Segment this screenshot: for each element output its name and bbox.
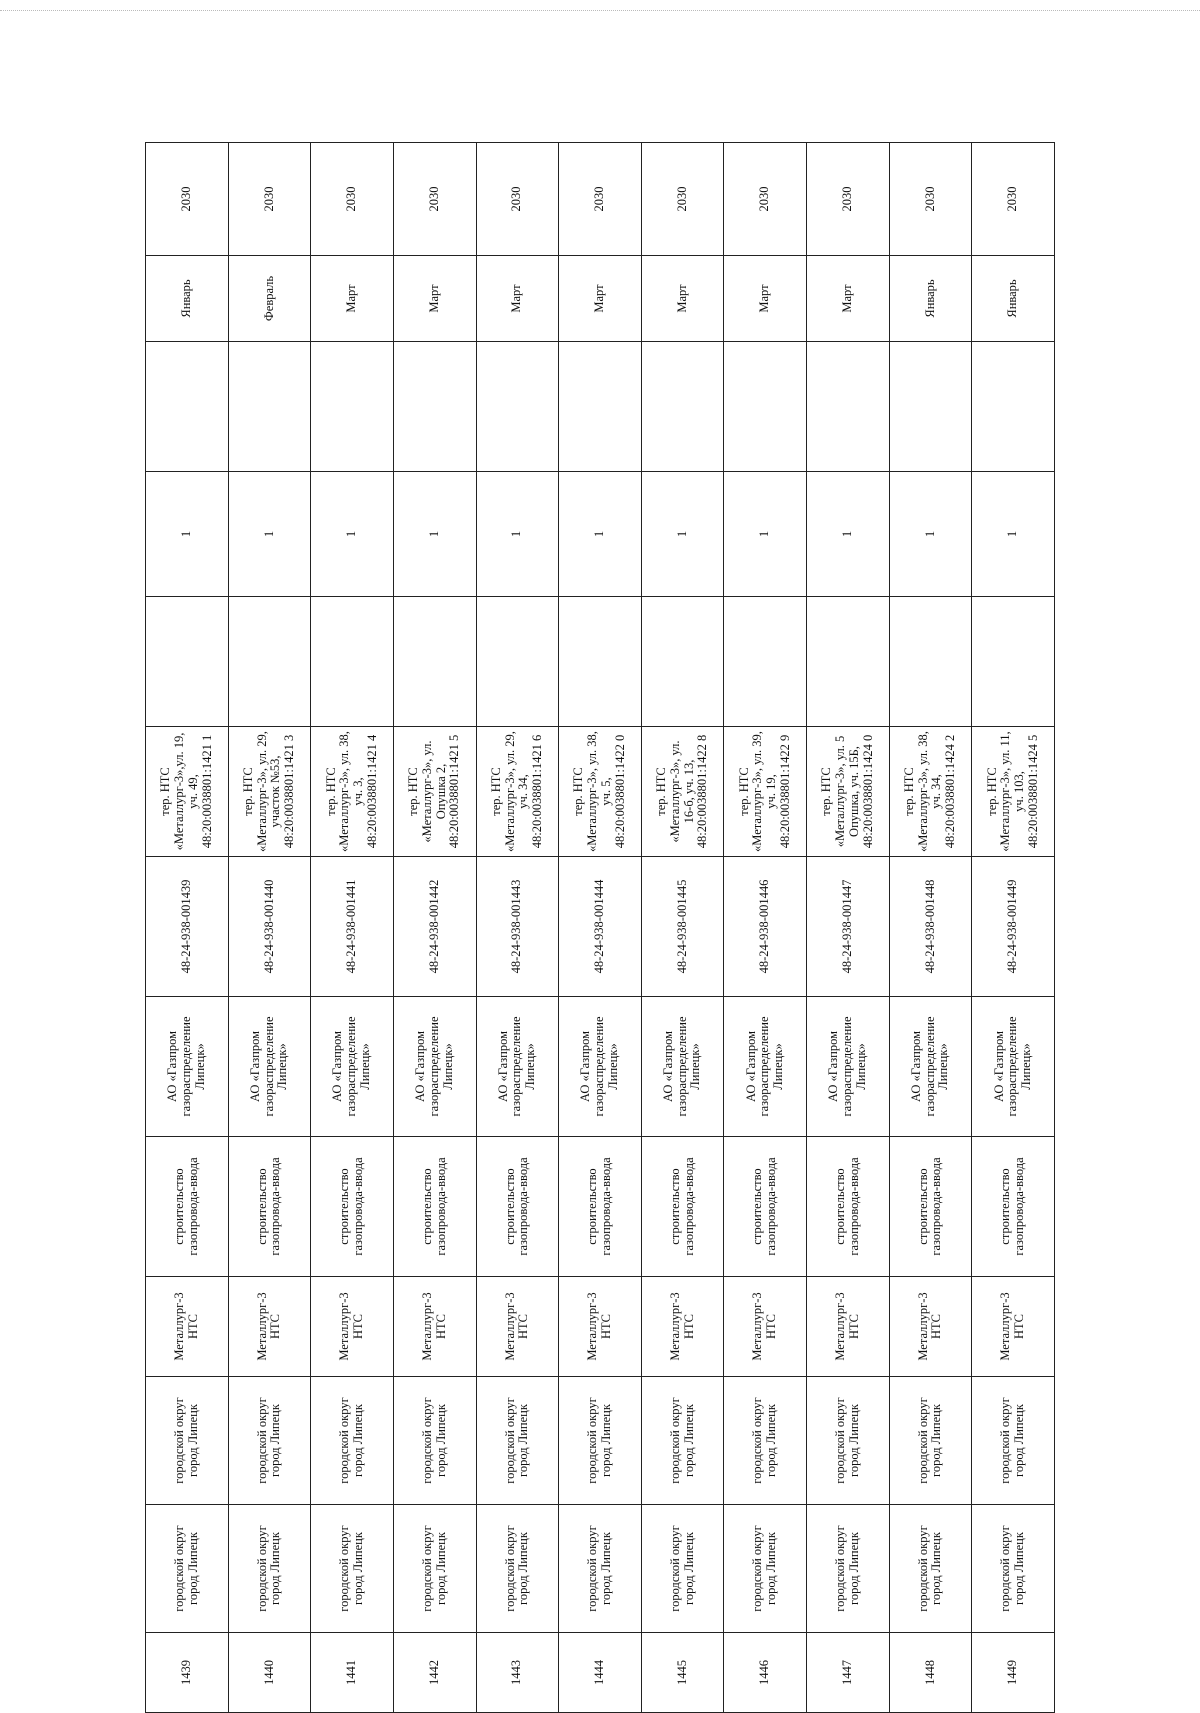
- blank-cell: [311, 597, 394, 727]
- address-cell: тер. НТС «Металлург-3», ул. 16-б, уч. 13, 48:20:0038801:1422 8: [641, 727, 724, 857]
- blank-cell: [228, 597, 311, 727]
- year-cell: 2030: [972, 143, 1055, 256]
- settlement-cell: Металлург-3 НТС: [311, 1277, 394, 1377]
- table-row: [807, 143, 890, 1713]
- settlement-cell: Металлург-3 НТС: [641, 1277, 724, 1377]
- organization-cell: АО «Газпром газораспределение Липецк»: [559, 997, 642, 1137]
- table-row: [559, 143, 642, 1713]
- blank-cell: [146, 597, 229, 727]
- row-number-cell: 1445: [641, 1633, 724, 1713]
- district-cell: городской округ город Липецк: [724, 1505, 807, 1633]
- organization-cell: АО «Газпром газораспределение Липецк»: [146, 997, 229, 1137]
- organization-cell: АО «Газпром газораспределение Липецк»: [641, 997, 724, 1137]
- row-number-cell: 1443: [476, 1633, 559, 1713]
- settlement-cell: Металлург-3 НТС: [807, 1277, 890, 1377]
- district-cell: городской округ город Липецк: [641, 1505, 724, 1633]
- locality-cell: городской округ город Липецк: [393, 1377, 476, 1505]
- address-cell: тер. НТС «Металлург-3», ул. 29, участок №53, 48:20:0038801:1421 3: [228, 727, 311, 857]
- organization-cell: АО «Газпром газораспределение Липецк»: [228, 997, 311, 1137]
- blank-cell: [807, 597, 890, 727]
- district-cell: городской округ город Липецк: [559, 1505, 642, 1633]
- month-cell: Февраль: [228, 256, 311, 342]
- year-cell: 2030: [393, 143, 476, 256]
- work-type-cell: строительство газопровода-ввода: [311, 1137, 394, 1277]
- year-cell: 2030: [559, 143, 642, 256]
- address-cell: тер. НТС «Металлург-3», ул. 38, уч. 3, 48:20:0038801:1421 4: [311, 727, 394, 857]
- blank-cell: [641, 342, 724, 472]
- table-row: [641, 143, 724, 1713]
- table-body: [146, 143, 1055, 1713]
- application-code-cell: 48-24-938-001444: [559, 857, 642, 997]
- blank-cell: [889, 597, 972, 727]
- organization-cell: АО «Газпром газораспределение Липецк»: [476, 997, 559, 1137]
- count-cell: 1: [641, 472, 724, 597]
- month-cell: Март: [807, 256, 890, 342]
- count-cell: 1: [393, 472, 476, 597]
- address-cell: тер. НТС «Металлург-3», ул. 29, уч. 34, 48:20:0038801:1421 6: [476, 727, 559, 857]
- blank-cell: [146, 342, 229, 472]
- district-cell: городской округ город Липецк: [393, 1505, 476, 1633]
- blank-cell: [311, 342, 394, 472]
- table-row: [146, 143, 229, 1713]
- district-cell: городской округ город Липецк: [807, 1505, 890, 1633]
- row-number-cell: 1440: [228, 1633, 311, 1713]
- work-type-cell: строительство газопровода-ввода: [641, 1137, 724, 1277]
- month-cell: Март: [476, 256, 559, 342]
- blank-cell: [972, 597, 1055, 727]
- gasification-schedule-table: [145, 142, 1055, 1713]
- district-cell: городской округ город Липецк: [889, 1505, 972, 1633]
- table-row: [228, 143, 311, 1713]
- address-cell: тер. НТС «Металлург-3», ул. 38, уч. 34, 48:20:0038801:1424 2: [889, 727, 972, 857]
- count-cell: 1: [476, 472, 559, 597]
- year-cell: 2030: [146, 143, 229, 256]
- table-row: [311, 143, 394, 1713]
- district-cell: городской округ город Липецк: [146, 1505, 229, 1633]
- count-cell: 1: [311, 472, 394, 597]
- blank-cell: [393, 342, 476, 472]
- count-cell: 1: [889, 472, 972, 597]
- row-number-cell: 1444: [559, 1633, 642, 1713]
- table-row: [724, 143, 807, 1713]
- blank-cell: [476, 342, 559, 472]
- blank-cell: [807, 342, 890, 472]
- work-type-cell: строительство газопровода-ввода: [724, 1137, 807, 1277]
- table-row: [476, 143, 559, 1713]
- organization-cell: АО «Газпром газораспределение Липецк»: [311, 997, 394, 1137]
- year-cell: 2030: [889, 143, 972, 256]
- organization-cell: АО «Газпром газораспределение Липецк»: [889, 997, 972, 1137]
- count-cell: 1: [146, 472, 229, 597]
- work-type-cell: строительство газопровода-ввода: [972, 1137, 1055, 1277]
- application-code-cell: 48-24-938-001449: [972, 857, 1055, 997]
- settlement-cell: Металлург-3 НТС: [393, 1277, 476, 1377]
- blank-cell: [724, 597, 807, 727]
- table-row: [972, 143, 1055, 1713]
- district-cell: городской округ город Липецк: [311, 1505, 394, 1633]
- application-code-cell: 48-24-938-001440: [228, 857, 311, 997]
- month-cell: Март: [393, 256, 476, 342]
- settlement-cell: Металлург-3 НТС: [476, 1277, 559, 1377]
- work-type-cell: строительство газопровода-ввода: [807, 1137, 890, 1277]
- year-cell: 2030: [724, 143, 807, 256]
- district-cell: городской округ город Липецк: [228, 1505, 311, 1633]
- address-cell: тер. НТС «Металлург-3», ул. 5 Опушка, уч. 15Б, 48:20:0038801:1424 0: [807, 727, 890, 857]
- month-cell: Март: [559, 256, 642, 342]
- month-cell: Март: [724, 256, 807, 342]
- count-cell: 1: [807, 472, 890, 597]
- row-number-cell: 1449: [972, 1633, 1055, 1713]
- locality-cell: городской округ город Липецк: [807, 1377, 890, 1505]
- application-code-cell: 48-24-938-001448: [889, 857, 972, 997]
- application-code-cell: 48-24-938-001445: [641, 857, 724, 997]
- table-row: [393, 143, 476, 1713]
- settlement-cell: Металлург-3 НТС: [559, 1277, 642, 1377]
- month-cell: Январь: [972, 256, 1055, 342]
- organization-cell: АО «Газпром газораспределение Липецк»: [807, 997, 890, 1137]
- address-cell: тер. НТС «Металлург-3»,ул. 19, уч. 49, 48:20:0038801:1421 1: [146, 727, 229, 857]
- year-cell: 2030: [641, 143, 724, 256]
- address-cell: тер. НТС «Металлург-3», ул. 11, уч. 103, 48:20:0038801:1424 5: [972, 727, 1055, 857]
- month-cell: Январь: [889, 256, 972, 342]
- work-type-cell: строительство газопровода-ввода: [228, 1137, 311, 1277]
- blank-cell: [228, 342, 311, 472]
- locality-cell: городской округ город Липецк: [311, 1377, 394, 1505]
- blank-cell: [393, 597, 476, 727]
- row-number-cell: 1448: [889, 1633, 972, 1713]
- year-cell: 2030: [807, 143, 890, 256]
- district-cell: городской округ город Липецк: [972, 1505, 1055, 1633]
- application-code-cell: 48-24-938-001447: [807, 857, 890, 997]
- locality-cell: городской округ город Липецк: [228, 1377, 311, 1505]
- count-cell: 1: [559, 472, 642, 597]
- row-number-cell: 1441: [311, 1633, 394, 1713]
- blank-cell: [972, 342, 1055, 472]
- row-number-cell: 1439: [146, 1633, 229, 1713]
- blank-cell: [559, 342, 642, 472]
- blank-cell: [559, 597, 642, 727]
- blank-cell: [724, 342, 807, 472]
- settlement-cell: Металлург-3 НТС: [889, 1277, 972, 1377]
- rotated-page: [145, 143, 1055, 1713]
- row-number-cell: 1442: [393, 1633, 476, 1713]
- organization-cell: АО «Газпром газораспределение Липецк»: [972, 997, 1055, 1137]
- work-type-cell: строительство газопровода-ввода: [889, 1137, 972, 1277]
- locality-cell: городской округ город Липецк: [641, 1377, 724, 1505]
- application-code-cell: 48-24-938-001446: [724, 857, 807, 997]
- count-cell: 1: [972, 472, 1055, 597]
- work-type-cell: строительство газопровода-ввода: [146, 1137, 229, 1277]
- month-cell: Март: [311, 256, 394, 342]
- month-cell: Март: [641, 256, 724, 342]
- locality-cell: городской округ город Липецк: [559, 1377, 642, 1505]
- application-code-cell: 48-24-938-001443: [476, 857, 559, 997]
- locality-cell: городской округ город Липецк: [146, 1377, 229, 1505]
- settlement-cell: Металлург-3 НТС: [972, 1277, 1055, 1377]
- application-code-cell: 48-24-938-001441: [311, 857, 394, 997]
- table-row: [889, 143, 972, 1713]
- blank-cell: [476, 597, 559, 727]
- work-type-cell: строительство газопровода-ввода: [476, 1137, 559, 1277]
- work-type-cell: строительство газопровода-ввода: [393, 1137, 476, 1277]
- district-cell: городской округ город Липецк: [476, 1505, 559, 1633]
- application-code-cell: 48-24-938-001439: [146, 857, 229, 997]
- organization-cell: АО «Газпром газораспределение Липецк»: [393, 997, 476, 1137]
- month-cell: Январь: [146, 256, 229, 342]
- year-cell: 2030: [311, 143, 394, 256]
- row-number-cell: 1446: [724, 1633, 807, 1713]
- settlement-cell: Металлург-3 НТС: [228, 1277, 311, 1377]
- locality-cell: городской округ город Липецк: [889, 1377, 972, 1505]
- address-cell: тер. НТС «Металлург-3», ул. 38, уч. 5, 48:20:0038801:1422 0: [559, 727, 642, 857]
- year-cell: 2030: [476, 143, 559, 256]
- year-cell: 2030: [228, 143, 311, 256]
- address-cell: тер. НТС «Металлург-3», ул. 39, уч. 19, 48:20:0038801:1422 9: [724, 727, 807, 857]
- application-code-cell: 48-24-938-001442: [393, 857, 476, 997]
- count-cell: 1: [228, 472, 311, 597]
- locality-cell: городской округ город Липецк: [724, 1377, 807, 1505]
- count-cell: 1: [724, 472, 807, 597]
- settlement-cell: Металлург-3 НТС: [146, 1277, 229, 1377]
- blank-cell: [889, 342, 972, 472]
- page-top-edge: [0, 10, 1200, 11]
- address-cell: тер. НТС «Металлург-3», ул. Опушка 2, 48:20:0038801:1421 5: [393, 727, 476, 857]
- settlement-cell: Металлург-3 НТС: [724, 1277, 807, 1377]
- organization-cell: АО «Газпром газораспределение Липецк»: [724, 997, 807, 1137]
- blank-cell: [641, 597, 724, 727]
- locality-cell: городской округ город Липецк: [972, 1377, 1055, 1505]
- work-type-cell: строительство газопровода-ввода: [559, 1137, 642, 1277]
- locality-cell: городской округ город Липецк: [476, 1377, 559, 1505]
- row-number-cell: 1447: [807, 1633, 890, 1713]
